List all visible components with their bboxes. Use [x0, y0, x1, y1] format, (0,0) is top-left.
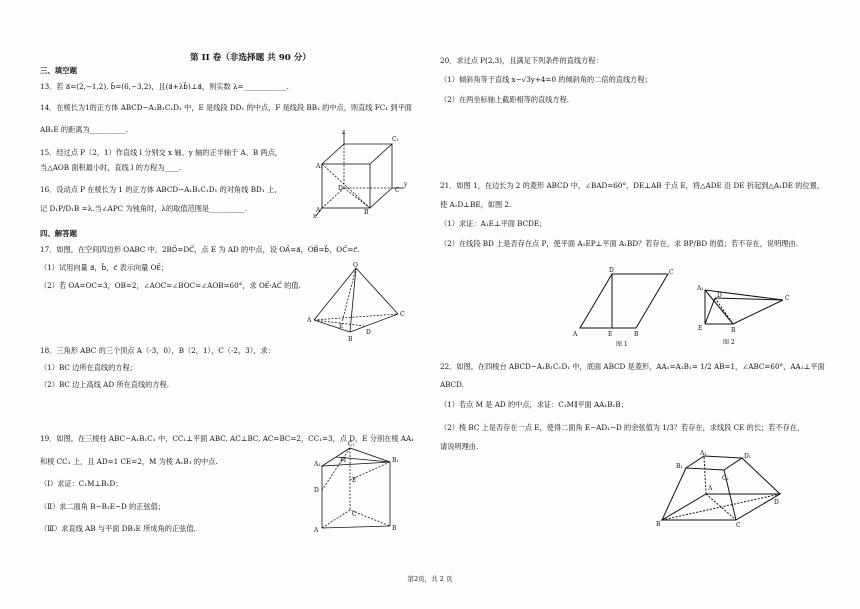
question-17-line3: （2）若 OA=OC=3，OB=2，∠AOC=∠BOC=∠AOB=60°，求 OE⃗·AC⃗ 的值.: [40, 281, 301, 290]
question-21-line4: （2）在线段 BD 上是否存在点 P，使平面 A₁EP⊥平面 A₁BD？若存在，求 BP/BD 的值；若不存在，说明理由.: [440, 239, 798, 248]
svg-text:A: A: [708, 485, 713, 492]
question-14-line2: AB₁E 的距离为__________.: [40, 125, 128, 134]
svg-text:D: D: [609, 267, 614, 274]
solve-heading: 四、解答题: [40, 229, 77, 238]
rhombus-figure-1: [572, 266, 677, 348]
question-21-line3: （1）求证：A₁E⊥平面 BCDE；: [440, 219, 547, 228]
tetrahedron-figure: [306, 262, 406, 348]
svg-text:E: E: [608, 331, 613, 338]
question-19-line3: （Ⅰ）求证：C₁M⊥B₁D；: [40, 479, 123, 488]
figure-1-caption: 图 1: [616, 341, 628, 348]
svg-text:D: D: [717, 292, 722, 299]
question-22-line3: （1）若点 M 是 AD 的中点，求证：C₁M∥平面 AA₁B₁B；: [440, 400, 628, 409]
question-20-line2: （1）倾斜角等于直线 x−√3y+4=0 的倾斜角的二倍的直线方程；: [440, 75, 652, 84]
question-21-line2: 使 A₁D⊥BE，如图 2.: [440, 200, 512, 209]
question-19-line1: 19．如图，在三棱柱 ABC−A₁B₁C₁ 中，CC₁⊥平面 ABC, AC⊥BC, AC=BC=2，CC₁=3，点 D，E 分别在棱 AA₁: [40, 434, 415, 443]
page-footer: 第2页，共 2 页: [407, 575, 453, 583]
svg-text:z: z: [342, 129, 346, 136]
svg-text:D: D: [338, 185, 343, 192]
svg-text:C: C: [669, 269, 674, 276]
svg-text:B: B: [656, 521, 661, 528]
question-19-line4: （Ⅱ）求二面角 B−B₁E−D 的正弦值；: [40, 502, 166, 511]
frustum-figure: [654, 450, 784, 528]
svg-text:A₁: A₁: [314, 461, 321, 468]
svg-text:B₁: B₁: [676, 463, 683, 470]
svg-text:C: C: [352, 511, 357, 518]
svg-text:A: A: [316, 207, 321, 214]
svg-text:D₁: D₁: [744, 453, 752, 460]
question-17-line1: 17．如图，在空间四边形 OABC 中，2BD⃗=DC⃗，点 E 为 AD 的中点，设 OA⃗=a⃗，OB⃗=b⃗，OC⃗=c⃗.: [40, 245, 360, 254]
svg-text:O: O: [353, 262, 358, 269]
svg-text:E: E: [352, 477, 357, 484]
svg-text:B: B: [364, 209, 369, 216]
svg-text:A₁: A₁: [316, 163, 323, 170]
question-13: 13．若 a⃗=(2,−1,2), b⃗=(6,−3,2)，且(a⃗+λb⃗)⊥a⃗，则实数 λ=____________.: [40, 82, 289, 91]
svg-text:D: D: [314, 487, 319, 494]
svg-text:B₁: B₁: [392, 457, 399, 464]
prism-figure: [312, 440, 402, 540]
svg-text:D: D: [366, 329, 371, 336]
section-title: 第 II 卷（非选择题 共 90 分）: [190, 53, 311, 63]
question-20-line3: （2）在两坐标轴上截距相等的直线方程.: [440, 95, 570, 104]
svg-text:B: B: [392, 525, 397, 532]
svg-text:E: E: [698, 325, 703, 332]
question-18-line1: 18．三角形 ABC 的三个顶点 A（-3，0），B（2，1），C（-2，3），求：: [40, 346, 275, 355]
svg-text:C: C: [395, 187, 400, 194]
svg-text:E: E: [339, 323, 344, 330]
svg-text:C₁: C₁: [392, 136, 399, 143]
svg-text:B: B: [348, 336, 353, 343]
svg-text:A₁: A₁: [700, 450, 707, 457]
question-14-line1: 14．在棱长为1的正方体 ABCD−A₁B₁C₁D₁ 中，E 是线段 DD₁ 的中点，F 是线段 BB₁ 的中点，则直线 FC₁ 到平面: [40, 103, 412, 112]
svg-text:B: B: [731, 327, 736, 334]
question-19-line2: 和棱 CC₁ 上，且 AD=1 CE=2，M 为棱 A₁B₁ 的中点.: [40, 457, 218, 466]
question-22-line2: ABCD.: [440, 380, 464, 389]
svg-text:A₁: A₁: [697, 285, 704, 292]
svg-text:C: C: [785, 295, 790, 302]
question-16-line2: 记 D₁P/D₁B =λ.当∠APC 为钝角时，λ的取值范围是__________.: [40, 204, 248, 213]
svg-text:M: M: [340, 457, 347, 464]
question-19-line5: （Ⅲ）求直线 AB 与平面 DB₁E 所成角的正弦值.: [40, 524, 196, 533]
svg-text:A: A: [307, 317, 312, 324]
figure-2-caption: 图 2: [723, 339, 735, 346]
question-15-line1: 15．经过点 P（2，1）作直线 l 分别交 x 轴、y 轴的正半轴于 A、B 两点，: [40, 148, 282, 157]
question-22-line5: 请说明理由.: [440, 442, 479, 451]
svg-text:C: C: [400, 311, 405, 318]
question-18-line3: （2）BC 边上高线 AD 所在直线的方程.: [40, 380, 170, 389]
question-22-line1: 22．如图，在四棱台 ABCD−A₁B₁C₁D₁ 中，底面 ABCD 是菱形，AA₁=A₁B₁= 1/2 AB=1，∠ABC=60°，AA₁⊥平面: [440, 362, 825, 371]
svg-text:A: A: [314, 527, 319, 534]
question-18-line2: （1）BC 边所在直线的方程；: [40, 363, 137, 372]
question-16-line1: 16．设动点 P 在棱长为 1 的正方体 ABCD−A₁B₁C₁D₁ 的对角线 BD₁ 上，: [40, 185, 282, 194]
svg-text:B: B: [634, 331, 639, 338]
svg-text:y: y: [404, 181, 408, 188]
question-22-line4: （2）棱 BC 上是否存在一点 E，使得二面角 E−AD₁−D 的余弦值为 1/3？若存在，求线段 CE 的长；若不存在，: [440, 423, 805, 432]
svg-text:C₁: C₁: [722, 475, 729, 482]
svg-text:C₁: C₁: [348, 441, 355, 448]
svg-text:x: x: [313, 213, 317, 220]
svg-text:C: C: [736, 522, 741, 528]
fill-in-heading: 三、填空题: [40, 66, 77, 75]
question-21-line1: 21．如图 1，在边长为 2 的菱形 ABCD 中，∠BAD=60°，DE⊥AB 于点 E，将△ADE 沿 DE 折起到△A₁DE 的位置，: [440, 181, 825, 190]
svg-text:A: A: [573, 331, 578, 338]
question-17-line2: （1）试用向量 a⃗，b⃗，c⃗ 表示向量 OE⃗；: [40, 263, 169, 272]
question-20-line1: 20．求过点 P(2,3)，且满足下列条件的直线方程：: [440, 56, 603, 65]
question-15-line2: 当△AOB 面积最小时，直线 l 的方程为____.: [40, 163, 182, 172]
folded-figure-2: [693, 282, 793, 346]
svg-text:D: D: [774, 499, 779, 506]
cube-figure: [312, 128, 412, 220]
